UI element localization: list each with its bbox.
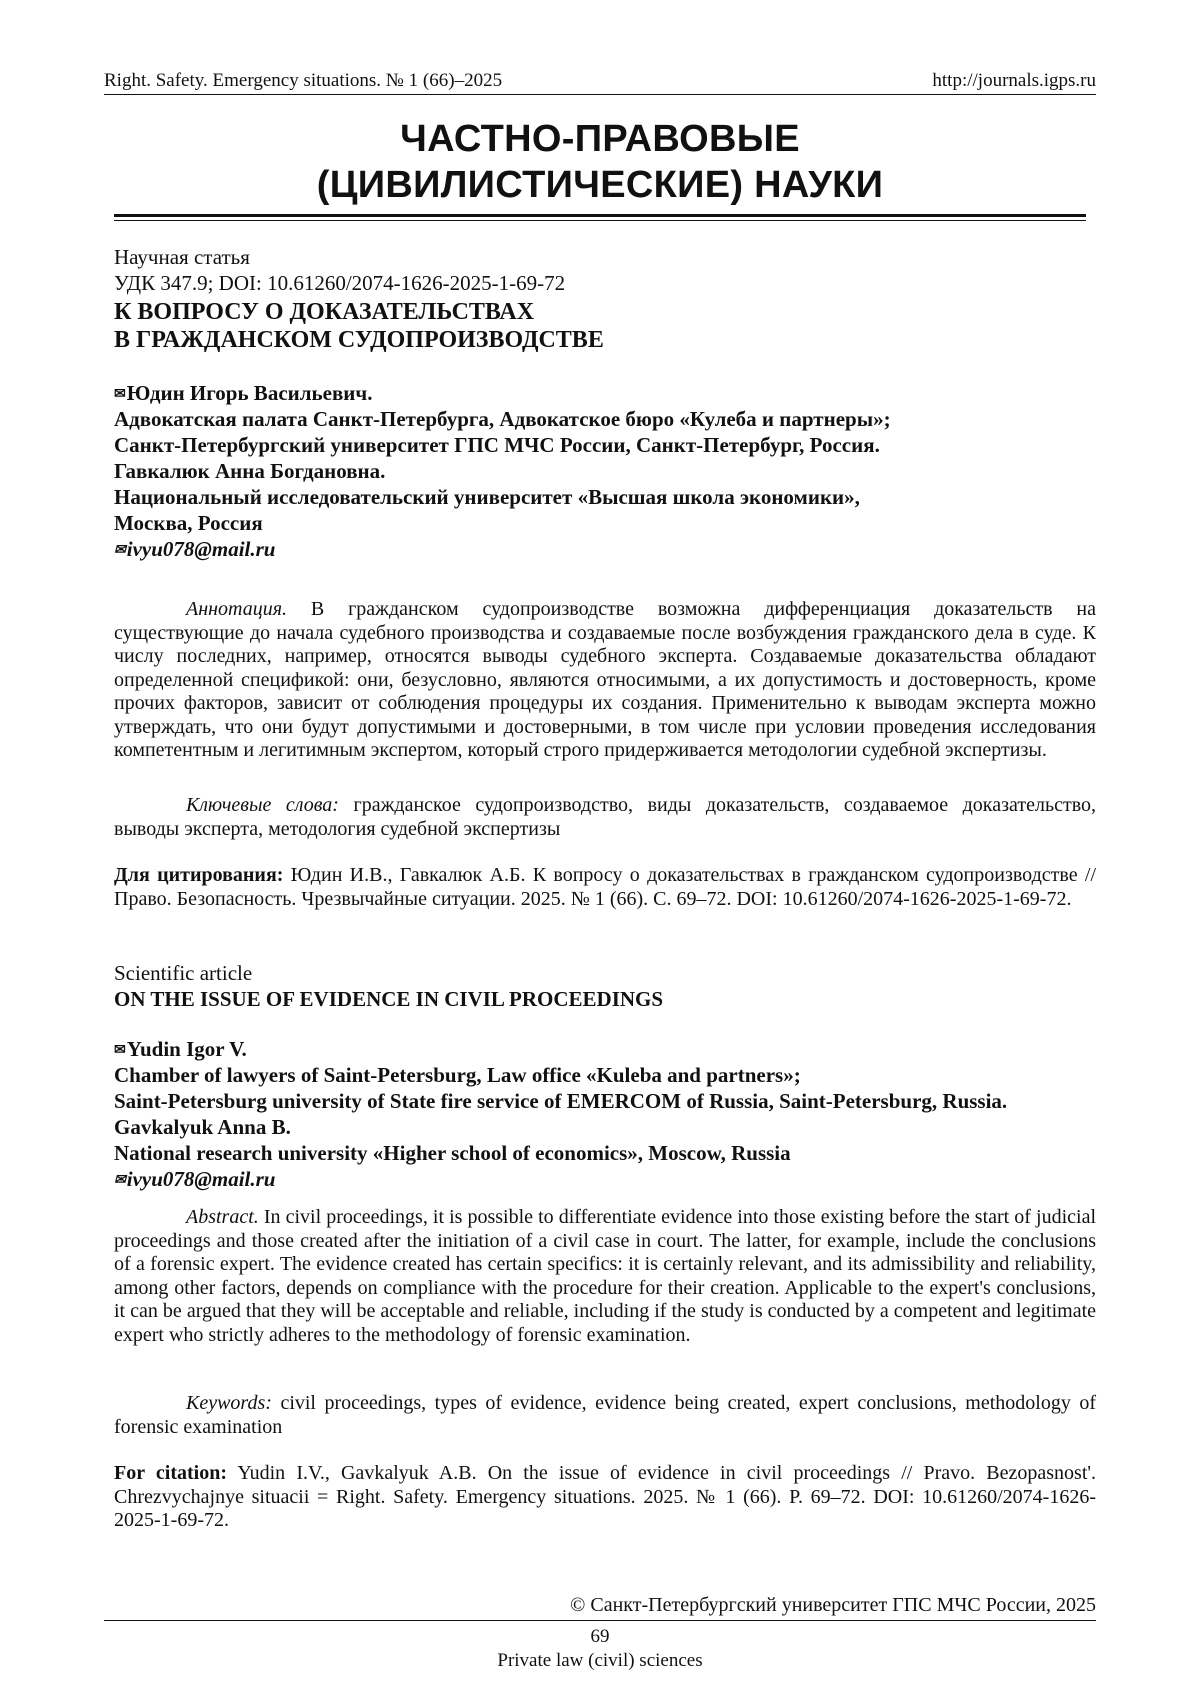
- header-divider: [104, 94, 1096, 95]
- en-citation-text: Yudin I.V., Gavkalyuk A.B. On the issue of evidence in civil proceedings // Pravo. Bezopasnost'. Chrezvychajnye situacii = Right. Safety. Emergency situations. 2025. № 1 (66). P. 69–72. DOI: 10.61260/2074-1626-2025-1-69-72.: [114, 1462, 1096, 1531]
- en-article-meta: [114, 960, 1096, 1012]
- en-citation-label: For citation:: [114, 1462, 227, 1484]
- en-affiliation-1: Chamber of lawyers of Saint-Petersburg, Law office «Kuleba and partners»;: [114, 1063, 801, 1087]
- ru-article-title: [114, 298, 1096, 354]
- footer-divider: [104, 1620, 1096, 1621]
- en-abstract: [114, 1206, 1096, 1347]
- en-abstract-label: Abstract.: [186, 1206, 259, 1228]
- ru-udk-doi: УДК 347.9; DOI: 10.61260/2074-1626-2025-1-69-72: [114, 271, 566, 295]
- en-email-link[interactable]: ivyu078@mail.ru: [126, 1167, 276, 1191]
- en-author-line: [114, 1036, 1096, 1062]
- ru-author-2-name: Гавкалюк Анна Богдановна.: [114, 459, 386, 483]
- en-affiliation-2: Saint-Petersburg university of State fire service of EMERCOM of Russia, Saint-Petersburg, Russia.: [114, 1089, 1008, 1113]
- en-affiliation-3: National research university «Higher school of economics», Moscow, Russia: [114, 1141, 791, 1165]
- section-divider-thin: [114, 220, 1086, 221]
- section-title-line-1: ЧАСТНО-ПРАВОВЫЕ: [400, 118, 800, 160]
- envelope-icon: ✉: [114, 387, 126, 402]
- en-keywords: [114, 1392, 1096, 1439]
- ru-title-line-2: В ГРАЖДАНСКОМ СУДОПРОИЗВОДСТВЕ: [114, 327, 604, 353]
- ru-keywords: [114, 794, 1096, 841]
- section-title-line-2: (ЦИВИЛИСТИЧЕСКИЕ) НАУКИ: [316, 164, 884, 206]
- en-article-title: ON THE ISSUE OF EVIDENCE IN CIVIL PROCEEDINGS: [114, 987, 664, 1011]
- envelope-icon: ✉: [114, 1173, 126, 1188]
- en-abstract-text: In civil proceedings, it is possible to differentiate evidence into those existing before the start of judicial proceedings and those created after the initiation of a civil case in court. The latter, for example, include the conclusions of a forensic expert. The evidence created has certain specifics: it is certainly relevant, and its admissibility and reliability, among other factors, depends on compliance with the procedure for their creation. Applicable to the expert's conclusions, it can be argued that they will be acceptable and reliable, including if the study is conducted by a competent and legitimate expert who strictly adheres to the methodology of forensic examination.: [114, 1206, 1096, 1346]
- ru-email-line: [114, 536, 1096, 562]
- en-keywords-text: civil proceedings, types of evidence, evidence being created, expert conclusions, methodology of forensic examination: [114, 1392, 1097, 1438]
- en-author-2-name: Gavkalyuk Anna B.: [114, 1115, 291, 1139]
- ru-citation-text: Юдин И.В., Гавкалюк А.Б. К вопросу о доказательствах в гражданском судопроизводстве // Право. Безопасность. Чрезвычайные ситуации. 2025. № 1 (66). С. 69–72. DOI: 10.61260/2074-1626-2025-1-69-72.: [114, 864, 1096, 910]
- journal-name: Right. Safety. Emergency situations. № 1 (66)–2025: [104, 70, 503, 91]
- ru-affiliation-1: Адвокатская палата Санкт-Петербурга, Адвокатское бюро «Кулеба и партнеры»;: [114, 407, 891, 431]
- ru-citation-label: Для цитирования:: [114, 864, 284, 886]
- ru-affiliation-4: Москва, Россия: [114, 511, 263, 535]
- ru-affiliation-2: Санкт-Петербургский университет ГПС МЧС России, Санкт-Петербург, Россия.: [114, 433, 880, 457]
- ru-authors: [114, 380, 1096, 562]
- ru-email-link[interactable]: ivyu078@mail.ru: [126, 537, 276, 561]
- en-citation: [114, 1462, 1096, 1533]
- section-divider-thick: [114, 214, 1086, 217]
- ru-affiliation-3: Национальный исследовательский университет «Высшая школа экономики»,: [114, 485, 860, 509]
- ru-article-meta: [114, 244, 1096, 296]
- ru-keywords-label: Ключевые слова:: [186, 794, 339, 816]
- copyright: © Санкт-Петербургский университет ГПС МЧС России, 2025: [570, 1594, 1096, 1616]
- ru-keywords-text: гражданское судопроизводство, виды доказательств, создаваемое доказательство, выводы эксперта, методология судебной экспертизы: [114, 794, 1097, 840]
- section-title: [104, 116, 1096, 208]
- en-email-line: [114, 1166, 1096, 1192]
- envelope-icon: ✉: [114, 543, 126, 558]
- ru-author-1-name: Юдин Игорь Васильевич.: [126, 381, 373, 405]
- en-authors: [114, 1036, 1096, 1192]
- ru-abstract-label: Аннотация.: [186, 598, 288, 620]
- en-article-type: Scientific article: [114, 961, 253, 985]
- ru-article-type: Научная статья: [114, 245, 250, 269]
- footer-section-label: Private law (civil) sciences: [497, 1650, 703, 1671]
- ru-title-line-1: К ВОПРОСУ О ДОКАЗАТЕЛЬСТВАХ: [114, 299, 535, 325]
- ru-abstract: [114, 598, 1096, 763]
- page-number: 69: [590, 1626, 610, 1647]
- ru-abstract-text: В гражданском судопроизводстве возможна дифференциация доказательств на существующие до начала судебного производства и создаваемые после возбуждения гражданского дела в суде. К числу последних, например, относятся выводы судебного эксперта. Создаваемые доказательства обладают определенной спецификой: они, безусловно, являются относимыми, а их допустимость и достоверность, кроме прочих факторов, зависит от соблюдения процедуры их создания. Применительно к выводам эксперта можно утверждать, что они будут допустимыми и достоверными, в том числе при условии проведения исследования компетентным и легитимным экспертом, который строго придерживается методологии судебной экспертизы.: [114, 598, 1096, 761]
- envelope-icon: ✉: [114, 1043, 126, 1058]
- ru-citation: [114, 864, 1096, 911]
- en-author-1-name: Yudin Igor V.: [126, 1037, 247, 1061]
- ru-author-line: [114, 380, 1096, 406]
- en-keywords-label: Keywords:: [186, 1392, 272, 1414]
- running-header: [104, 70, 1096, 92]
- journal-url[interactable]: http://journals.igps.ru: [932, 70, 1096, 91]
